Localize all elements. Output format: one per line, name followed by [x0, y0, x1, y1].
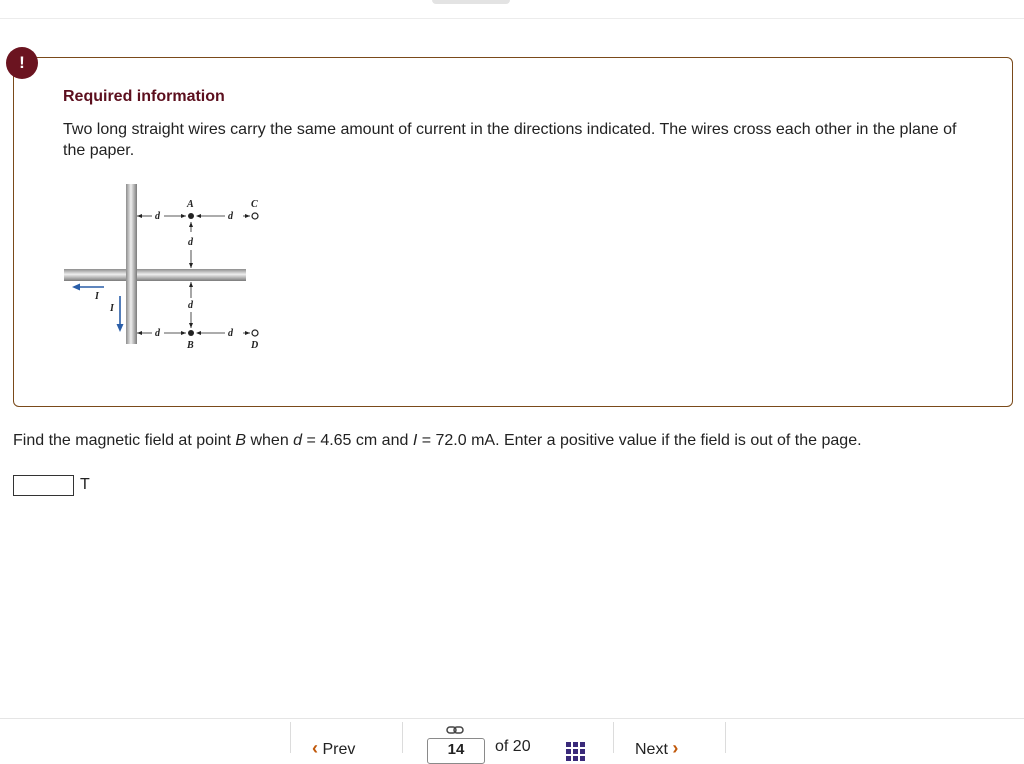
link-icon[interactable] — [446, 724, 464, 736]
grid-icon[interactable] — [566, 742, 586, 762]
horizontal-wire — [64, 269, 246, 281]
info-text: Two long straight wires carry the same amount of current in the directions indicated. The wires cross each other in the plane of the paper. — [63, 121, 957, 159]
label-a: A — [187, 199, 194, 210]
vertical-wire — [126, 184, 137, 344]
current-arrow-left — [72, 284, 104, 291]
top-tab — [432, 0, 510, 4]
nav-separator — [725, 722, 726, 753]
label-d-bottom-left: d — [155, 328, 160, 339]
label-d-upper-vertical: d — [188, 237, 193, 248]
required-information-panel — [13, 57, 1013, 407]
current-arrow-down — [117, 296, 124, 332]
current-page-indicator[interactable]: 14 — [427, 738, 485, 764]
label-d-bottom-right: d — [228, 328, 233, 339]
chevron-left-icon: ‹ — [312, 738, 318, 758]
current-label-horizontal: I — [95, 291, 99, 302]
point-d — [252, 330, 258, 336]
label-d-top-right: d — [228, 211, 233, 222]
nav-separator — [613, 722, 614, 753]
answer-input[interactable] — [13, 475, 74, 496]
label-d: D — [251, 340, 259, 350]
label-d-top-left: d — [155, 211, 160, 222]
nav-separator — [402, 722, 403, 753]
info-title: Required information — [63, 88, 225, 105]
page-total: of 20 — [495, 738, 531, 755]
label-d-lower-vertical: d — [188, 300, 193, 311]
point-a — [188, 213, 194, 219]
crossed-wires-figure — [60, 180, 260, 350]
current-label-vertical: I — [110, 303, 114, 314]
label-b: B — [187, 340, 194, 350]
label-c: C — [251, 199, 258, 210]
chevron-right-icon: › — [672, 738, 679, 758]
next-button[interactable]: Next › — [635, 738, 679, 758]
question-text: Find the magnetic field at point B when d = 4.65 cm and I = 72.0 mA. Enter a positive value if the field is out of the page. — [13, 432, 862, 449]
answer-unit: T — [80, 476, 90, 493]
alert-icon: ! — [6, 47, 38, 79]
nav-separator — [290, 722, 291, 753]
top-divider — [0, 18, 1024, 19]
bottom-divider — [0, 718, 1024, 719]
point-c — [252, 213, 258, 219]
prev-button[interactable]: ‹ Prev — [312, 738, 356, 758]
point-b — [188, 330, 194, 336]
